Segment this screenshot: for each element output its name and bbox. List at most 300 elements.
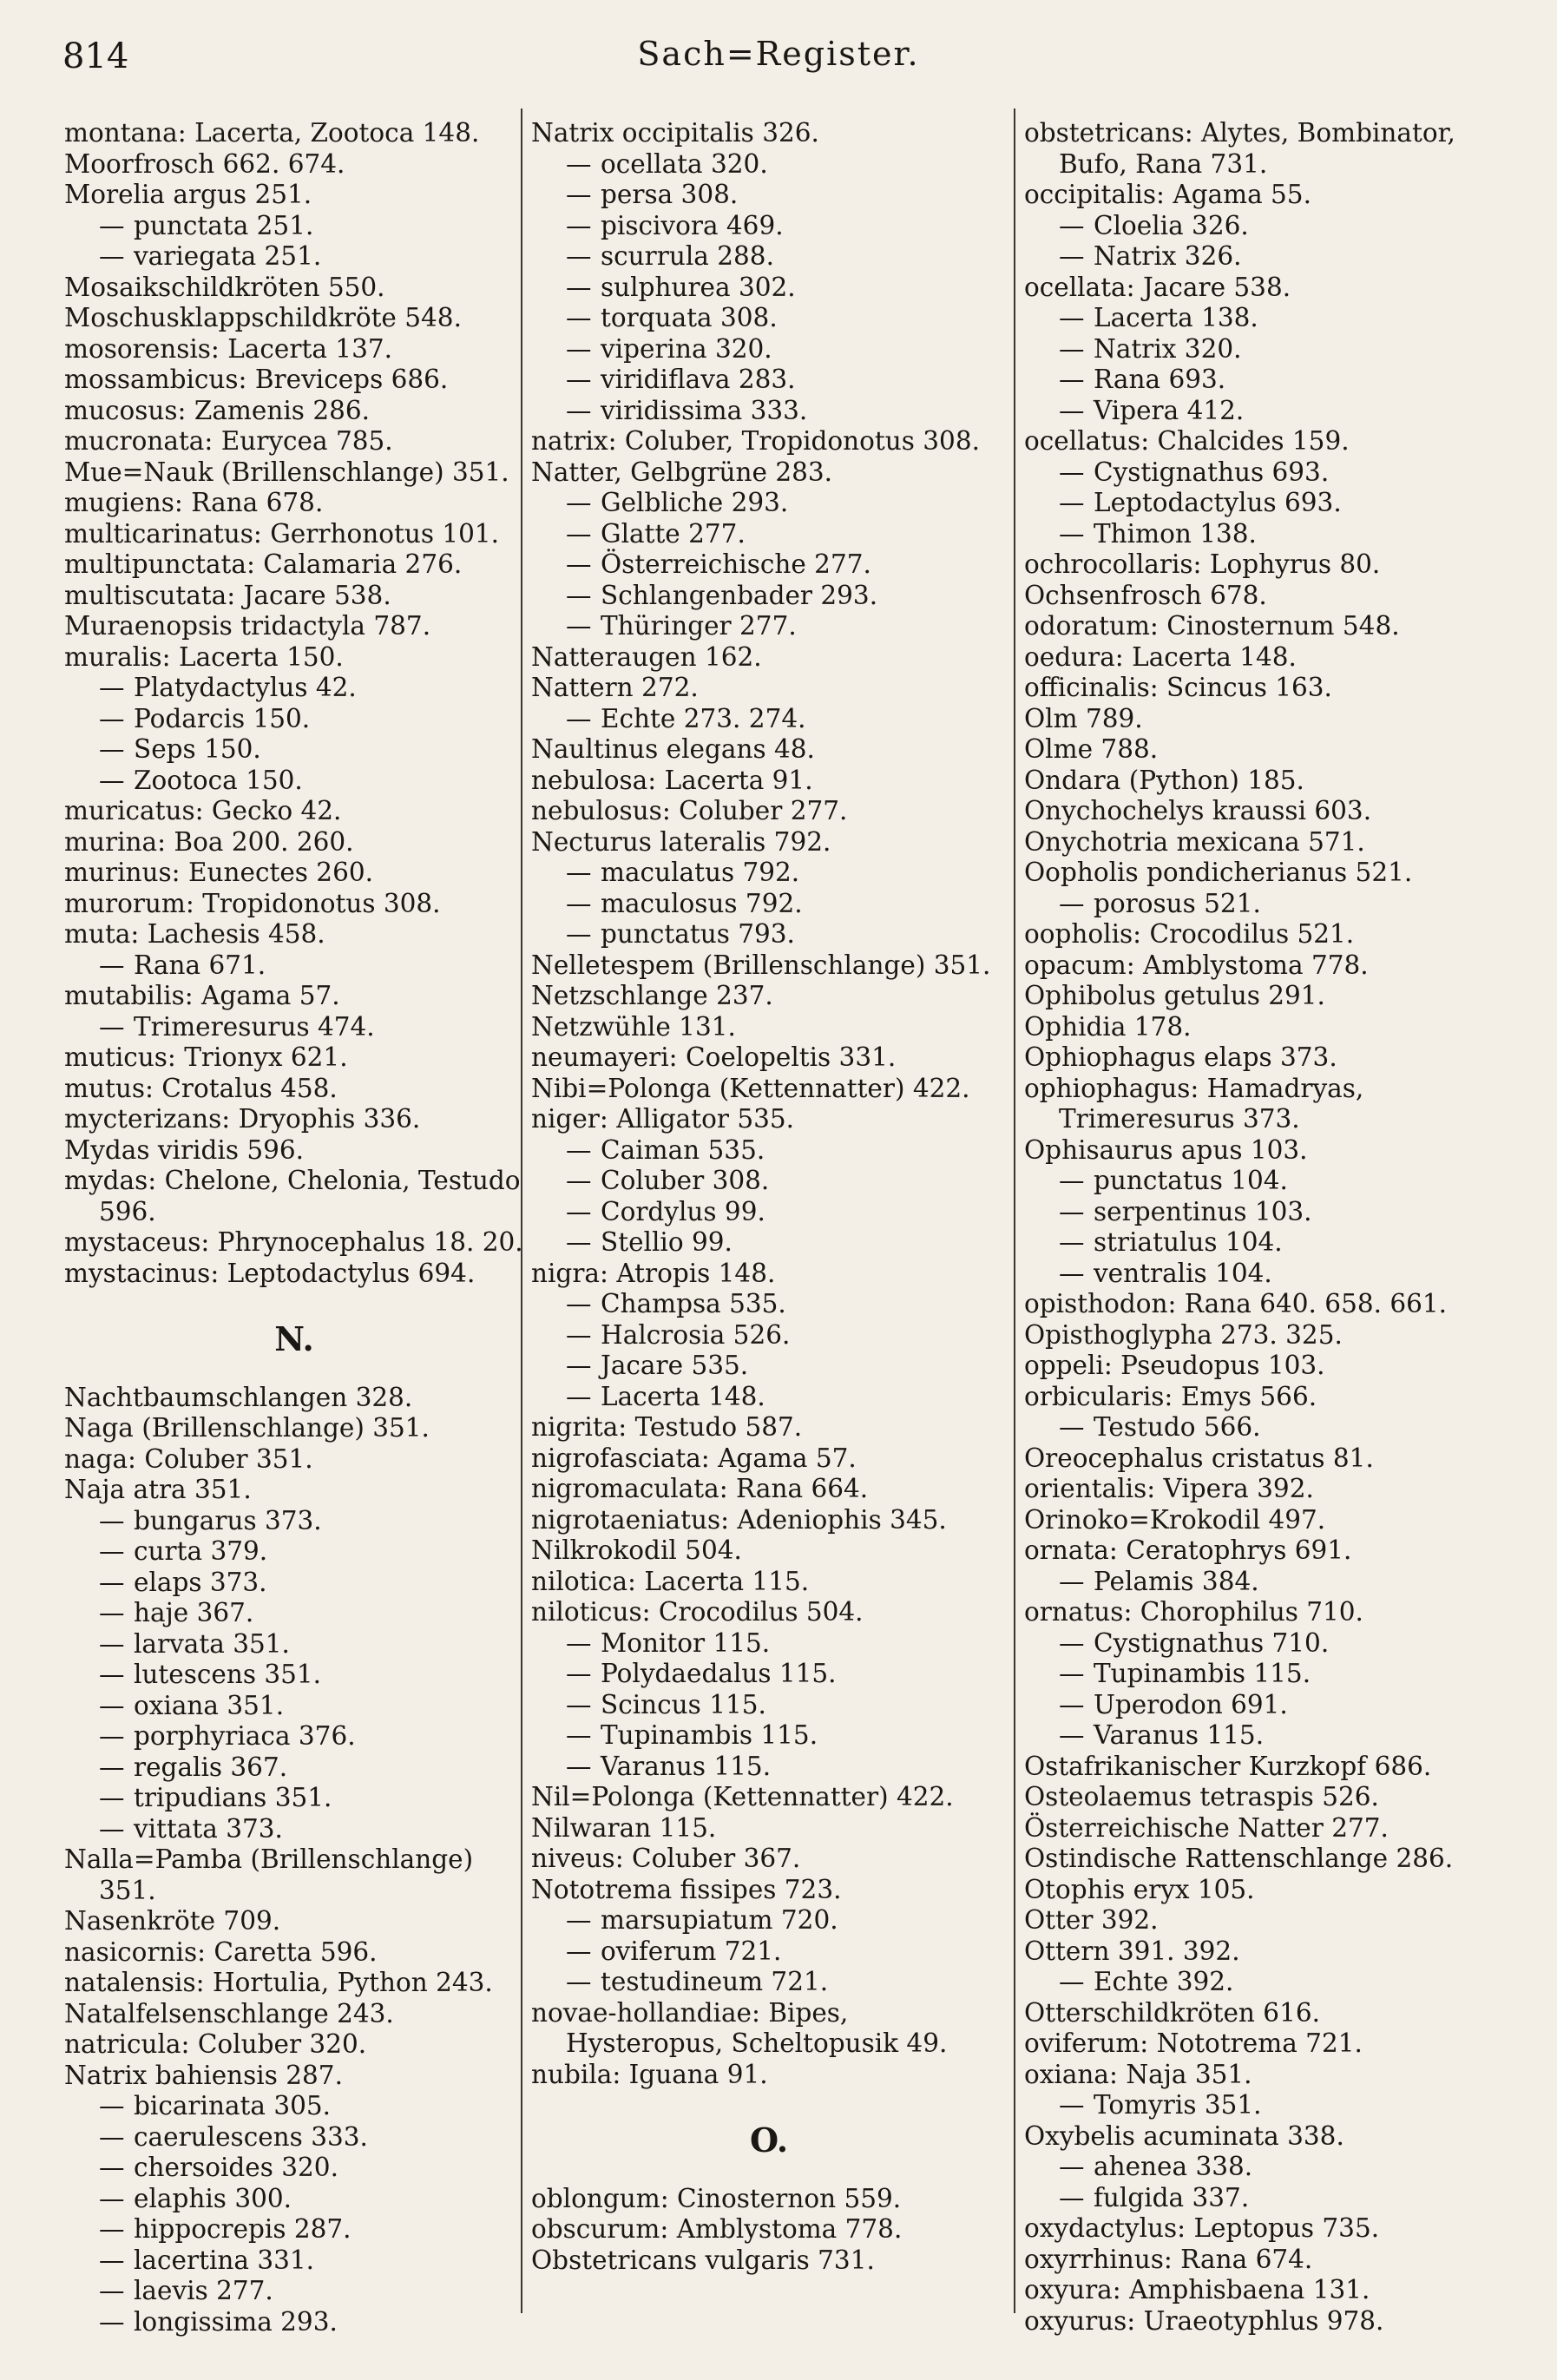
- index-subentry: [531, 1936, 1007, 1968]
- ditto-dash: —: [566, 549, 592, 579]
- index-subentry-text: viridiflava 283.: [601, 365, 796, 394]
- ditto-dash: —: [1059, 888, 1085, 918]
- index-subentry-text: regalis 367.: [134, 1752, 288, 1782]
- index-entry: ocellata: Jacare 538.: [1024, 272, 1291, 302]
- ditto-dash: —: [99, 765, 125, 795]
- index-subentry-text: elaps 373.: [134, 1567, 267, 1597]
- index-entry: Oxybelis acuminata 338.: [1024, 2120, 1344, 2151]
- ditto-dash: —: [99, 1536, 125, 1566]
- index-entry: Naga (Brillenschlange) 351.: [64, 1413, 430, 1443]
- index-subentry-text: Scincus 115.: [601, 1689, 766, 1719]
- ditto-dash: —: [99, 2245, 125, 2275]
- index-subentry: [531, 180, 1007, 211]
- ditto-dash: —: [99, 210, 125, 240]
- index-entry: nigromaculata: Rana 664.: [531, 1474, 869, 1503]
- index-entry: opisthodon: Rana 640. 658. 661.: [1024, 1289, 1448, 1318]
- index-subentry-text: Cordylus 99.: [601, 1196, 765, 1226]
- ditto-dash: —: [99, 1721, 125, 1751]
- index-subentry: [531, 1720, 1007, 1752]
- index-subentry: [64, 1506, 524, 1537]
- index-subentry-text: Coluber 308.: [601, 1166, 770, 1195]
- index-subentry-text: Podarcis 150.: [134, 703, 311, 733]
- index-entry: Ophisaurus apus 103.: [1024, 1134, 1308, 1165]
- index-entry: oedura: Lacerta 148.: [1024, 641, 1297, 672]
- index-subentry-text: Lacerta 148.: [601, 1381, 765, 1411]
- index-subentry-text: Trimeresurus 474.: [134, 1011, 375, 1042]
- index-subentry-text: Schlangenbader 293.: [601, 580, 878, 610]
- index-subentry: [1024, 334, 1510, 365]
- index-subentry-text: Österreichische 277.: [601, 549, 871, 579]
- index-entry: occipitalis: Agama 55.: [1024, 180, 1311, 209]
- index-entry: Nil=Polonga (Kettennatter) 422.: [531, 1782, 954, 1811]
- index-entry: Nasenkröte 709.: [64, 1906, 281, 1936]
- index-entry: Muraenopsis tridactyla 787.: [64, 611, 431, 641]
- index-entry: mystacinus: Leptodactylus 694.: [64, 1258, 476, 1288]
- index-subentry: [64, 1752, 524, 1784]
- ditto-dash: —: [566, 580, 592, 610]
- index-entry: Ophibolus getulus 291.: [1024, 981, 1325, 1010]
- index-subentry-text: bungarus 373.: [134, 1505, 322, 1535]
- index-entry: Onychotria mexicana 571.: [1024, 826, 1365, 857]
- index-entry: Moschusklappschildkröte 548.: [64, 303, 462, 332]
- ditto-dash: —: [99, 1505, 125, 1535]
- index-entry: muticus: Trionyx 621.: [64, 1042, 348, 1072]
- index-entry: Nototrema fissipes 723.: [531, 1874, 842, 1904]
- index-entry: ornatus: Chorophilus 710.: [1024, 1597, 1363, 1627]
- index-subentry: [64, 1783, 524, 1814]
- index-subentry: [64, 2091, 524, 2122]
- section-letter: N.: [274, 1319, 314, 1358]
- index-entry: Otterschildkröten 616.: [1024, 1997, 1320, 2028]
- index-subentry-text: oxiana 351.: [134, 1690, 285, 1720]
- index-entry: montana: Lacerta, Zootoca 148.: [64, 118, 480, 148]
- index-subentry-text: larvata 351.: [134, 1628, 290, 1659]
- index-entry: ocellatus: Chalcides 159.: [1024, 426, 1350, 456]
- index-subentry: [1024, 1567, 1510, 1598]
- ditto-dash: —: [566, 180, 592, 209]
- index-subentry: [531, 1166, 1007, 1197]
- index-entry: oxyurus: Uraeotyphlus 978.: [1024, 2305, 1384, 2336]
- index-subentry: [531, 1382, 1007, 1413]
- index-entry: muralis: Lacerta 150.: [64, 641, 344, 672]
- index-entry: Olme 788.: [1024, 734, 1159, 764]
- index-subentry-text: Seps 150.: [134, 734, 261, 764]
- ditto-dash: —: [566, 611, 592, 641]
- ditto-dash: —: [566, 272, 592, 302]
- index-subentry-text: Cystignathus 710.: [1094, 1627, 1330, 1658]
- index-subentry: [1024, 1227, 1510, 1259]
- index-subentry: [1024, 1628, 1510, 1660]
- index-subentry-text: variegata 251.: [134, 241, 322, 271]
- index-subentry-text: testudineum 721.: [601, 1967, 829, 1996]
- index-subentry: [1024, 365, 1510, 396]
- index-entry: nebulosus: Coluber 277.: [531, 796, 848, 825]
- index-entry: Obstetricans vulgaris 731.: [531, 2245, 875, 2275]
- ditto-dash: —: [566, 1227, 592, 1257]
- index-entry: neumayeri: Coelopeltis 331.: [531, 1042, 897, 1072]
- index-subentry: [531, 273, 1007, 304]
- index-entry: ochrocollaris: Lophyrus 80.: [1024, 549, 1381, 579]
- index-entry: Naja atra 351.: [64, 1475, 252, 1504]
- index-entry: Netzschlange 237.: [531, 981, 773, 1010]
- index-subentry: [1024, 1967, 1510, 1998]
- index-entry: mucronata: Eurycea 785.: [64, 426, 393, 456]
- page-number: 814: [62, 36, 129, 76]
- index-subentry: [1024, 1166, 1510, 1197]
- index-entry: mutabilis: Agama 57.: [64, 981, 340, 1010]
- index-subentry: [1024, 396, 1510, 427]
- index-subentry: [64, 1536, 524, 1568]
- index-entry: Morelia argus 251.: [64, 180, 312, 209]
- index-entry: Opisthoglypha 273. 325.: [1024, 1319, 1343, 1350]
- index-entry: Otter 392.: [1024, 1905, 1159, 1935]
- ditto-dash: —: [1059, 1196, 1085, 1226]
- index-column-1: [64, 118, 524, 2340]
- index-entry: mystaceus: Phrynocephalus 18. 20.: [64, 1227, 523, 1257]
- index-subentry-text: Champsa 535.: [601, 1289, 786, 1318]
- index-subentry: [531, 334, 1007, 365]
- ditto-dash: —: [1059, 1227, 1085, 1257]
- ditto-dash: —: [566, 1351, 592, 1380]
- index-entry: opacum: Amblystoma 778.: [1024, 950, 1369, 980]
- index-entry: Natalfelsenschlange 243.: [64, 1998, 394, 2028]
- ditto-dash: —: [1059, 241, 1085, 271]
- ditto-dash: —: [99, 950, 125, 980]
- index-subentry-text: Rana 693.: [1094, 365, 1226, 394]
- index-entry: Onychochelys kraussi 603.: [1024, 796, 1372, 825]
- index-subentry: [1024, 488, 1510, 519]
- ditto-dash: —: [566, 1967, 592, 1996]
- ditto-dash: —: [1059, 1166, 1085, 1195]
- index-entry: Nibi=Polonga (Kettennatter) 422.: [531, 1073, 970, 1103]
- ditto-dash: —: [99, 1813, 125, 1844]
- index-subentry: [531, 1659, 1007, 1690]
- index-subentry: [1024, 2090, 1510, 2121]
- ditto-dash: —: [566, 1319, 592, 1350]
- ditto-dash: —: [99, 2214, 125, 2244]
- index-subentry-text: Lacerta 138.: [1094, 303, 1258, 332]
- ditto-dash: —: [99, 2121, 125, 2152]
- index-subentry-text: fulgida 337.: [1094, 2182, 1250, 2212]
- index-subentry: [531, 1351, 1007, 1382]
- index-subentry: [1024, 1412, 1510, 1443]
- index-subentry-text: bicarinata 305.: [134, 2091, 332, 2120]
- ditto-dash: —: [1059, 1412, 1085, 1442]
- ditto-dash: —: [566, 1659, 592, 1688]
- index-subentry: [64, 2276, 524, 2307]
- index-subentry: [531, 1967, 1007, 1998]
- index-subentry: [531, 858, 1007, 889]
- index-subentry: [64, 1691, 524, 1722]
- index-subentry: [64, 950, 524, 982]
- index-entry: niloticus: Crocodilus 504.: [531, 1597, 864, 1627]
- index-subentry: [531, 241, 1007, 273]
- index-subentry: [1024, 1197, 1510, 1228]
- index-subentry: [531, 889, 1007, 920]
- index-entry: Naultinus elegans 48.: [531, 734, 815, 764]
- ditto-dash: —: [99, 734, 125, 764]
- ditto-dash: —: [566, 1196, 592, 1226]
- index-subentry-text: maculosus 792.: [601, 888, 803, 918]
- index-subentry-text: ahenea 338.: [1094, 2152, 1253, 2181]
- index-subentry: [64, 704, 524, 735]
- index-subentry-text: chersoides 320.: [134, 2153, 338, 2182]
- ditto-dash: —: [1059, 1967, 1085, 1996]
- index-subentry-text: tripudians 351.: [134, 1783, 332, 1812]
- ditto-dash: —: [566, 1689, 592, 1719]
- index-subentry-text: sulphurea 302.: [601, 272, 796, 302]
- index-subentry-text: Thüringer 277.: [601, 611, 797, 641]
- index-entry: natricula: Coluber 320.: [64, 2029, 367, 2059]
- ditto-dash: —: [1059, 2152, 1085, 2181]
- index-subentry-text: Stellio 99.: [601, 1227, 733, 1257]
- index-entry: multiscutata: Jacare 538.: [64, 580, 391, 610]
- index-subentry-text: Halcrosia 526.: [601, 1319, 791, 1350]
- ditto-dash: —: [1059, 1689, 1085, 1719]
- index-subentry-text: Rana 671.: [134, 950, 266, 980]
- ditto-dash: —: [1059, 395, 1085, 425]
- index-subentry-text: Caiman 535.: [601, 1134, 765, 1165]
- index-subentry-text: punctatus 793.: [601, 919, 795, 949]
- index-column-2: [531, 118, 1007, 2340]
- index-subentry: [531, 704, 1007, 735]
- index-subentry: [531, 1905, 1007, 1936]
- index-subentry: [1024, 211, 1510, 242]
- index-subentry-text: Thimon 138.: [1094, 518, 1257, 549]
- index-entry: nigrotaeniatus: Adeniophis 345.: [531, 1504, 947, 1535]
- index-entry: Oreocephalus cristatus 81.: [1024, 1443, 1374, 1473]
- index-subentry-text: marsupiatum 720.: [601, 1905, 838, 1935]
- index-entry: niger: Alligator 535.: [531, 1104, 795, 1134]
- ditto-dash: —: [99, 1598, 125, 1627]
- ditto-dash: —: [99, 703, 125, 733]
- index-subentry-text: Uperodon 691.: [1094, 1689, 1288, 1719]
- index-subentry: [531, 1197, 1007, 1228]
- index-entry: Mue=Nauk (Brillenschlange) 351.: [64, 457, 509, 487]
- index-subentry-text: haje 367.: [134, 1598, 254, 1627]
- ditto-dash: —: [99, 2306, 125, 2337]
- index-entry: Ophidia 178.: [1024, 1011, 1192, 1042]
- index-subentry-text: Jacare 535.: [601, 1351, 749, 1380]
- index-entry: ophiophagus: Hamadryas, Trimeresurus 373.: [1024, 1073, 1364, 1134]
- ditto-dash: —: [566, 333, 592, 364]
- index-entry: nigrita: Testudo 587.: [531, 1412, 803, 1442]
- index-entry: mycterizans: Dryophis 336.: [64, 1104, 421, 1134]
- index-subentry: [531, 303, 1007, 334]
- index-entry: naga: Coluber 351.: [64, 1443, 313, 1474]
- index-entry: natalensis: Hortulia, Python 243.: [64, 1968, 493, 1997]
- index-subentry: [1024, 2152, 1510, 2183]
- index-entry: oppeli: Pseudopus 103.: [1024, 1351, 1325, 1380]
- index-subentry-text: Tomyris 351.: [1094, 2090, 1262, 2120]
- index-entry: Necturus lateralis 792.: [531, 826, 831, 857]
- ditto-dash: —: [566, 210, 592, 240]
- index-subentry-text: Gelbliche 293.: [601, 488, 789, 517]
- index-subentry: [64, 2245, 524, 2277]
- index-entry: oxyrrhinus: Rana 674.: [1024, 2244, 1313, 2274]
- ditto-dash: —: [566, 1166, 592, 1195]
- index-subentry-text: lutescens 351.: [134, 1660, 322, 1689]
- index-entry: Moorfrosch 662. 674.: [64, 148, 345, 179]
- ditto-dash: —: [1059, 2182, 1085, 2212]
- ditto-dash: —: [566, 1381, 592, 1411]
- index-entry: Nattern 272.: [531, 673, 699, 702]
- index-subentry-text: Tupinambis 115.: [1094, 1659, 1311, 1688]
- index-subentry-text: viridissima 333.: [601, 395, 808, 425]
- ditto-dash: —: [566, 365, 592, 394]
- index-entry: Orinoko=Krokodil 497.: [1024, 1504, 1326, 1535]
- index-subentry: [64, 1629, 524, 1660]
- index-subentry-text: Cloelia 326.: [1094, 210, 1249, 240]
- index-entry: mutus: Crotalus 458.: [64, 1073, 338, 1103]
- index-subentry: [64, 766, 524, 797]
- index-subentry-text: lacertina 331.: [134, 2245, 315, 2275]
- ditto-dash: —: [99, 2183, 125, 2213]
- ditto-dash: —: [1059, 518, 1085, 549]
- index-subentry: [64, 2214, 524, 2245]
- index-subentry: [531, 149, 1007, 181]
- index-subentry-text: laevis 277.: [134, 2276, 273, 2305]
- index-subentry-text: Platydactylus 42.: [134, 673, 357, 702]
- index-subentry: [1024, 241, 1510, 273]
- index-entry: multipunctata: Calamaria 276.: [64, 549, 463, 579]
- index-subentry: [531, 1289, 1007, 1320]
- index-entry: nilotica: Lacerta 115.: [531, 1566, 810, 1596]
- index-subentry: [531, 581, 1007, 612]
- index-entry: Ottern 391. 392.: [1024, 1936, 1240, 1966]
- index-subentry-text: Monitor 115.: [601, 1627, 771, 1658]
- index-subentry: [531, 1135, 1007, 1167]
- ditto-dash: —: [566, 488, 592, 517]
- index-subentry: [531, 1752, 1007, 1783]
- ditto-dash: —: [566, 888, 592, 918]
- section-letter: O.: [749, 2120, 789, 2160]
- index-entry: multicarinatus: Gerrhonotus 101.: [64, 518, 500, 549]
- ditto-dash: —: [566, 518, 592, 549]
- index-entry: Ostindische Rattenschlange 286.: [1024, 1844, 1454, 1873]
- ditto-dash: —: [1059, 1659, 1085, 1688]
- index-subentry-text: porphyriaca 376.: [134, 1721, 356, 1751]
- index-entry: orientalis: Vipera 392.: [1024, 1474, 1314, 1503]
- ditto-dash: —: [99, 2153, 125, 2182]
- ditto-dash: —: [1059, 457, 1085, 487]
- index-entry: Otophis eryx 105.: [1024, 1874, 1255, 1904]
- ditto-dash: —: [1059, 365, 1085, 394]
- index-entry: Ostafrikanischer Kurzkopf 686.: [1024, 1751, 1432, 1781]
- index-subentry-text: hippocrepis 287.: [134, 2214, 351, 2244]
- index-subentry-text: Pelamis 384.: [1094, 1566, 1259, 1596]
- index-subentry: [531, 1320, 1007, 1351]
- column-rule-right: [1014, 108, 1015, 2313]
- index-subentry-text: Natrix 320.: [1094, 333, 1242, 364]
- index-entry: nigra: Atropis 148.: [531, 1258, 776, 1288]
- index-subentry-text: scurrula 288.: [601, 241, 774, 271]
- index-subentry-text: punctatus 104.: [1094, 1166, 1288, 1195]
- index-subentry-text: punctata 251.: [134, 210, 314, 240]
- ditto-dash: —: [1059, 1258, 1085, 1288]
- index-subentry: [1024, 1259, 1510, 1290]
- index-subentry-text: maculatus 792.: [601, 858, 800, 887]
- index-subentry: [64, 2153, 524, 2184]
- index-entry: ornata: Ceratophrys 691.: [1024, 1535, 1352, 1565]
- index-entry: nasicornis: Caretta 596.: [64, 1936, 378, 1967]
- index-subentry-text: Echte 273. 274.: [601, 703, 806, 733]
- index-entry: Mydas viridis 596.: [64, 1134, 305, 1165]
- ditto-dash: —: [99, 1660, 125, 1689]
- index-entry: Nilkrokodil 504.: [531, 1535, 742, 1565]
- index-subentry: [64, 1568, 524, 1599]
- index-subentry: [531, 365, 1007, 396]
- ditto-dash: —: [99, 1628, 125, 1659]
- ditto-dash: —: [99, 241, 125, 271]
- ditto-dash: —: [1059, 1627, 1085, 1658]
- index-entry: Oopholis pondicherianus 521.: [1024, 858, 1413, 887]
- index-entry: Ochsenfrosch 678.: [1024, 580, 1267, 610]
- ditto-dash: —: [1059, 210, 1085, 240]
- ditto-dash: —: [1059, 303, 1085, 332]
- index-subentry: [1024, 457, 1510, 489]
- index-subentry: [1024, 2183, 1510, 2214]
- index-entry: nebulosa: Lacerta 91.: [531, 765, 813, 795]
- index-entry: niveus: Coluber 367.: [531, 1844, 801, 1873]
- index-entry: obstetricans: Alytes, Bombinator, Bufo, Rana 731.: [1024, 118, 1455, 179]
- index-entry: odoratum: Cinosternum 548.: [1024, 611, 1400, 641]
- index-subentry-text: caerulescens 333.: [134, 2121, 368, 2152]
- index-subentry: [64, 2122, 524, 2153]
- index-subentry-text: oviferum 721.: [601, 1936, 782, 1966]
- ditto-dash: —: [566, 1905, 592, 1935]
- index-subentry: [1024, 1659, 1510, 1690]
- index-entry: mossambicus: Breviceps 686.: [64, 365, 449, 394]
- index-subentry: [531, 211, 1007, 242]
- ditto-dash: —: [566, 1627, 592, 1658]
- index-subentry-text: Glatte 277.: [601, 518, 746, 549]
- index-subentry-text: piscivora 469.: [601, 210, 784, 240]
- index-entry: murinus: Eunectes 260.: [64, 858, 373, 887]
- ditto-dash: —: [1059, 333, 1085, 364]
- ditto-dash: —: [566, 1289, 592, 1318]
- index-entry: obscurum: Amblystoma 778.: [531, 2214, 903, 2244]
- index-subentry-text: Polydaedalus 115.: [601, 1659, 837, 1688]
- index-subentry-text: Natrix 326.: [1094, 241, 1242, 271]
- index-entry: muta: Lachesis 458.: [64, 919, 325, 949]
- index-subentry: [1024, 1720, 1510, 1752]
- index-entry: Ondara (Python) 185.: [1024, 765, 1304, 795]
- index-entry: mucosus: Zamenis 286.: [64, 395, 370, 425]
- index-subentry: [531, 519, 1007, 550]
- index-subentry: [64, 241, 524, 273]
- index-entry: mosorensis: Lacerta 137.: [64, 333, 392, 364]
- index-subentry: [531, 611, 1007, 642]
- running-head: Sach=Register.: [637, 35, 920, 73]
- index-entry: natrix: Coluber, Tropidonotus 308.: [531, 426, 980, 456]
- index-subentry: [64, 2307, 524, 2338]
- index-entry: Nalla=Pamba (Brillenschlange) 351.: [64, 1844, 474, 1905]
- ditto-dash: —: [99, 1567, 125, 1597]
- ditto-dash: —: [566, 703, 592, 733]
- index-subentry: [531, 549, 1007, 581]
- index-subentry-text: Tupinambis 115.: [601, 1720, 818, 1750]
- index-entry: Netzwühle 131.: [531, 1011, 736, 1042]
- ditto-dash: —: [1059, 2090, 1085, 2120]
- index-entry: Natrix bahiensis 287.: [64, 2060, 343, 2090]
- index-subentry-text: persa 308.: [601, 180, 739, 209]
- index-subentry-text: viperina 320.: [601, 333, 772, 364]
- index-subentry-text: Leptodactylus 693.: [1094, 488, 1342, 517]
- index-entry: oxydactylus: Leptopus 735.: [1024, 2213, 1380, 2243]
- index-subentry-text: Testudo 566.: [1094, 1412, 1261, 1442]
- index-entry: oblongum: Cinosternon 559.: [531, 2183, 902, 2213]
